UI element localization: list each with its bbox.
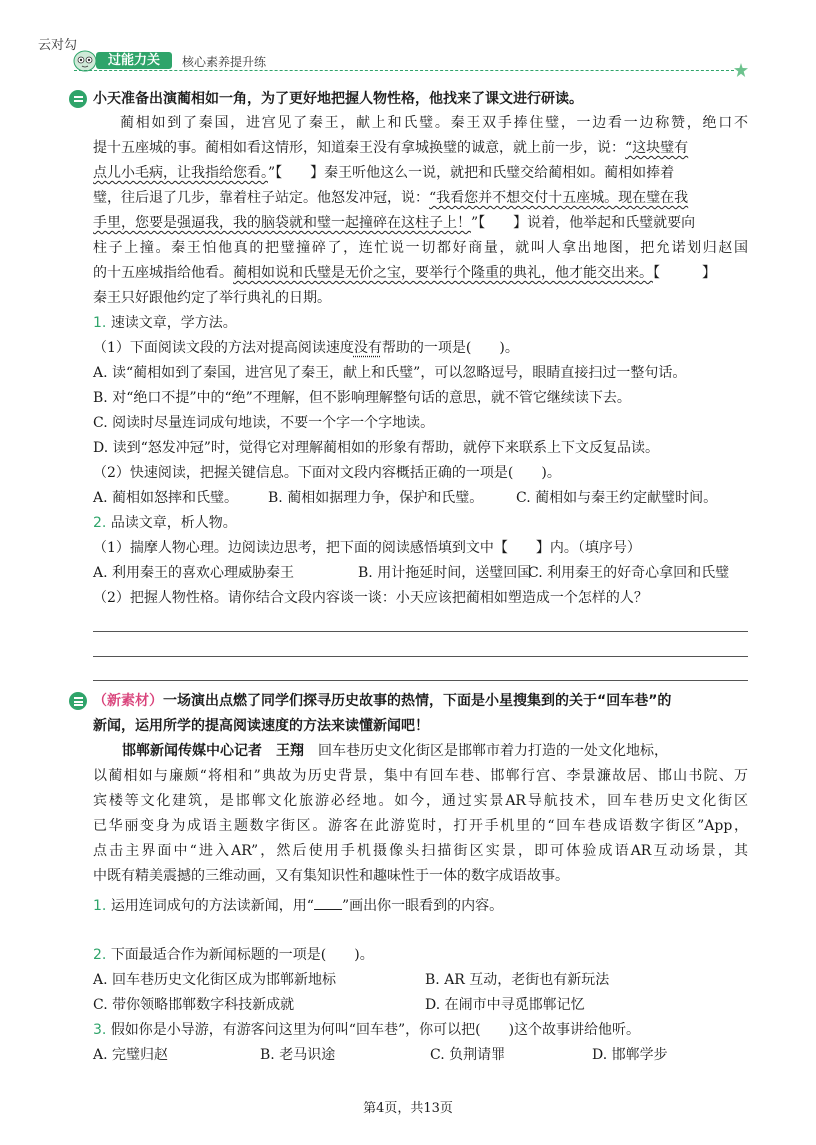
news-question-3-option-c[interactable]: C. 负荆请罪 — [430, 1047, 506, 1063]
question-2-sub2: （2）把握人物性格。请你结合文段内容谈一谈：小天应该把蔺相如塑造成一个怎样的人？ — [93, 590, 648, 606]
passage-line-4: 璧，往后退了几步，靠着柱子站定。他怒发冲冠，说：“我看您并不想交付十五座城。现在璧在我 — [93, 190, 689, 206]
question-2-option-a[interactable]: A. 利用秦王的喜欢心理威胁秦王 — [93, 565, 295, 581]
header-subtitle: 核心素养提升练 — [182, 55, 267, 69]
header-divider — [74, 70, 734, 71]
brand-logo-text: 云对勾 — [38, 38, 78, 53]
news-question-2-option-c[interactable]: C. 带你领略邯郸数字科技新成就 — [93, 997, 295, 1013]
news-question-1: 1. 运用连词成句的方法读新闻，用“ ”画出你一眼看到的内容。 — [93, 898, 504, 914]
section-header — [74, 50, 748, 72]
question-2-label: 2. 品读文章，析人物。 — [93, 515, 237, 531]
news-question-3-option-d[interactable]: D. 邯郸学步 — [592, 1047, 668, 1063]
question-1-option-a[interactable]: A. 读“蔺相如到了秦国，进宫见了秦王，献上和氏璧”，可以忽略逗号，眼睛直接扫过一整句话。 — [93, 365, 687, 381]
section-three-title-2: 新闻，运用所学的提高阅读速度的方法来读懂新闻吧！ — [93, 718, 429, 734]
section-three-marker-icon — [69, 692, 87, 710]
news-line-5: 点击主界面中“进入AR”，然后使用手机摄像头扫描街区实景，即可体验成语AR互动场景，其 — [93, 843, 748, 859]
question-2-option-c[interactable]: C. 利用秦王的好奇心拿回和氏璧 — [528, 565, 730, 581]
mascot-icon — [72, 48, 98, 72]
news-line-4: 已华丽变身为成语主题数字街区。游客在此游览时，打开手机里的“回车巷成语数字街区”App， — [93, 818, 748, 834]
news-question-2: 2. 下面最适合作为新闻标题的一项是( )。 — [93, 947, 374, 963]
question-1-2-option-a[interactable]: A. 蔺相如怒摔和氏璧。 — [93, 490, 239, 506]
answer-line-1[interactable] — [93, 631, 748, 632]
news-question-2-option-a[interactable]: A. 回车巷历史文化街区成为邯郸新地标 — [93, 972, 337, 988]
question-1-sub1: （1）下面阅读文段的方法对提高阅读速度没有帮助的一项是( )。 — [93, 340, 519, 356]
question-2-sub1: （1）揣摩人物心理。边阅读边思考，把下面的阅读感悟填到文中【 】内。（填序号） — [93, 540, 641, 556]
passage-line-1: 蔺相如到了秦国，进宫见了秦王，献上和氏璧。秦王双手捧住璧，一边看一边称赞，绝口不 — [120, 115, 748, 131]
passage-line-2: 提十五座城的事。蔺相如看这情形，知道秦王没有拿城换璧的诚意，就上前一步，说：“这块璧有 — [93, 140, 689, 156]
question-1-2-option-c[interactable]: C. 蔺相如与秦王约定献璧时间。 — [516, 490, 718, 506]
news-line-2: 以蔺相如与廉颇“将相和”典故为历史背景，集中有回车巷、邯郸行宫、李景濂故居、邯山书院、万 — [93, 768, 748, 784]
news-question-3-option-a[interactable]: A. 完璧归赵 — [93, 1047, 169, 1063]
news-question-3: 3. 假如你是小导游，有游客问这里为何叫“回车巷”，你可以把( )这个故事讲给他听。 — [93, 1022, 641, 1038]
page-number: 第4页，共13页 — [363, 1101, 453, 1116]
header-badge: 过能力关 — [96, 52, 172, 69]
news-line-1: 邯郸新闻传媒中心记者 王翔 回车巷历史文化街区是邯郸市着力打造的一处文化地标， — [122, 743, 668, 759]
passage-line-7: 的十五座城指给他看。蔺相如说和氏璧是无价之宝，要举行个隆重的典礼，他才能交出来。【 】 — [93, 265, 716, 281]
star-icon — [734, 63, 748, 77]
question-1-2-option-b[interactable]: B. 蔺相如据理力争，保护和氏璧。 — [268, 490, 484, 506]
question-2-option-b[interactable]: B. 用计拖延时间，送璧回国 — [358, 565, 532, 581]
question-1-label: 1. 速读文章，学方法。 — [93, 315, 237, 331]
section-two-marker-icon — [69, 90, 87, 108]
news-line-3: 宾楼等文化建筑，是邯郸文化旅游必经地。如今，通过实景AR导航技术，回车巷历史文化街区 — [93, 793, 748, 809]
question-1-sub2: （2）快速阅读，把握关键信息。下面对文段内容概括正确的一项是( )。 — [93, 465, 561, 481]
news-line-6: 中既有精美震撼的三维动画，又有集知识性和趣味性于一体的数字成语故事。 — [93, 868, 569, 884]
passage-line-6: 柱子上撞。秦王怕他真的把璧撞碎了，连忙说一切都好商量，就叫人拿出地图，把允诺划归赵国 — [93, 240, 748, 256]
question-1-option-b[interactable]: B. 对“绝口不提”中的“绝”不理解，但不影响理解整句话的意思，就不管它继续读下去。 — [93, 390, 631, 406]
question-1-option-d[interactable]: D. 读到“怒发冲冠”时，觉得它对理解蔺相如的形象有帮助，就停下来联系上下文反复品读。 — [93, 440, 659, 456]
news-question-3-option-b[interactable]: B. 老马识途 — [260, 1047, 336, 1063]
passage-line-5: 手里，您要是强逼我，我的脑袋就和璧一起撞碎在这柱子上！”【 】说着，他举起和氏璧就要向 — [93, 215, 696, 231]
news-question-2-option-b[interactable]: B. AR 互动，老街也有新玩法 — [425, 972, 610, 988]
section-two-title: 小天准备出演蔺相如一角，为了更好地把握人物性格，他找来了课文进行研读。 — [93, 91, 583, 107]
news-question-2-option-d[interactable]: D. 在闹市中寻觅邯郸记忆 — [425, 997, 585, 1013]
passage-line-3: 点儿小毛病，让我指给您看。”【 】秦王听他这么一说，就把和氏璧交给蔺相如。蔺相如捧着 — [93, 165, 675, 181]
answer-line-2[interactable] — [93, 656, 748, 657]
answer-line-3[interactable] — [93, 680, 748, 681]
passage-line-8: 秦王只好跟他约定了举行典礼的日期。 — [93, 290, 331, 306]
question-1-option-c[interactable]: C. 阅读时尽量连词成句地读，不要一个字一个字地读。 — [93, 415, 435, 431]
section-three-title-1: （新素材）一场演出点燃了同学们探寻历史故事的热情，下面是小星搜集到的关于“回车巷”的 — [93, 693, 672, 709]
